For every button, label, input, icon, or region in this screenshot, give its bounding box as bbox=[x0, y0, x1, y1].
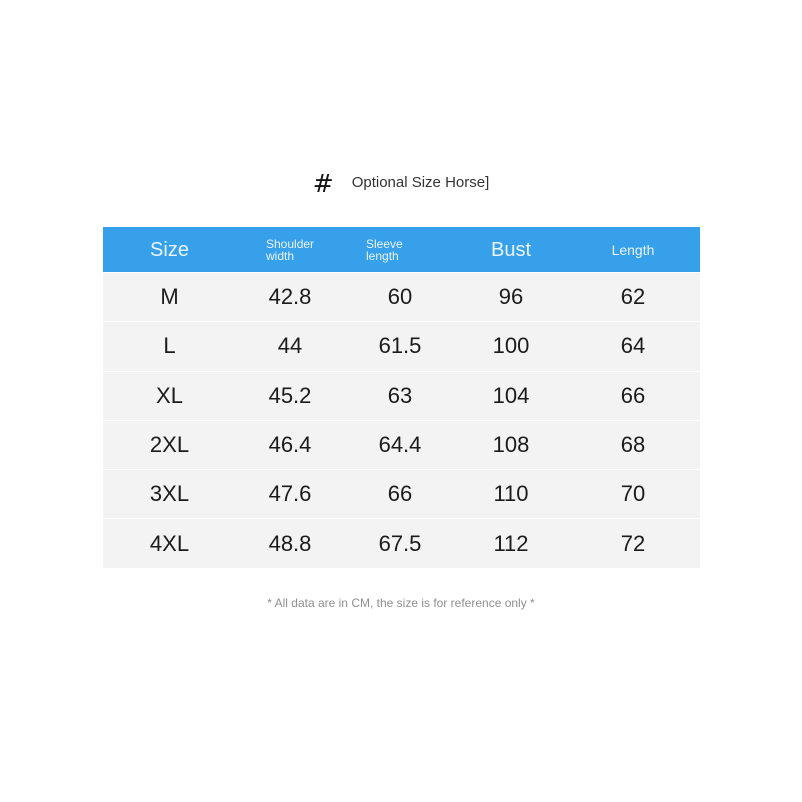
table-row bbox=[103, 420, 700, 469]
cell-size: M bbox=[160, 284, 179, 310]
cell-sleeve: 66 bbox=[387, 481, 413, 507]
header-shoulder-width bbox=[236, 238, 344, 262]
header-shoulder-line2: width bbox=[266, 248, 295, 263]
header-sleeve-line2: length bbox=[366, 248, 399, 263]
cell-length: 64 bbox=[620, 333, 646, 359]
header-length: Length bbox=[611, 241, 655, 258]
cell-length: 70 bbox=[620, 481, 646, 507]
cell-size: L bbox=[163, 333, 176, 359]
table-row bbox=[103, 321, 700, 370]
cell-sleeve: 63 bbox=[387, 382, 413, 408]
cell-bust: 110 bbox=[493, 481, 529, 507]
cell-length: 66 bbox=[620, 382, 646, 408]
table-row bbox=[103, 518, 700, 567]
chart-title bbox=[0, 166, 802, 198]
header-sleeve-line1: Sleeve bbox=[366, 236, 403, 251]
reference-note: * All data are in CM, the size is for reference only * bbox=[267, 596, 535, 610]
cell-size: 2XL bbox=[149, 432, 190, 458]
cell-size: 4XL bbox=[149, 530, 190, 556]
hash-icon: # bbox=[312, 168, 334, 198]
table-row bbox=[103, 272, 700, 321]
cell-sleeve: 60 bbox=[387, 284, 413, 310]
cell-sleeve: 61.5 bbox=[378, 333, 422, 359]
cell-shoulder: 48.8 bbox=[268, 530, 312, 556]
cell-shoulder: 44 bbox=[277, 333, 303, 359]
cell-bust: 100 bbox=[492, 333, 530, 359]
cell-shoulder: 47.6 bbox=[268, 481, 312, 507]
cell-size: XL bbox=[156, 382, 183, 408]
cell-bust: 108 bbox=[492, 432, 530, 458]
title-text: Optional Size Horse] bbox=[351, 173, 490, 191]
cell-sleeve: 64.4 bbox=[378, 432, 422, 458]
table-header bbox=[103, 227, 700, 272]
size-table bbox=[103, 227, 700, 568]
cell-shoulder: 45.2 bbox=[268, 382, 312, 408]
header-size: Size bbox=[150, 238, 189, 261]
header-shoulder-line1: Shoulder bbox=[266, 236, 315, 251]
cell-length: 72 bbox=[620, 530, 646, 556]
header-bust: Bust bbox=[490, 238, 532, 261]
cell-bust: 96 bbox=[498, 284, 524, 310]
cell-shoulder: 42.8 bbox=[268, 284, 312, 310]
cell-length: 68 bbox=[620, 432, 646, 458]
cell-bust: 104 bbox=[492, 382, 530, 408]
table-row bbox=[103, 469, 700, 518]
cell-sleeve: 67.5 bbox=[378, 530, 422, 556]
cell-length: 62 bbox=[620, 284, 646, 310]
table-row bbox=[103, 371, 700, 420]
cell-shoulder: 46.4 bbox=[268, 432, 312, 458]
header-sleeve-length bbox=[344, 238, 456, 262]
cell-size: 3XL bbox=[149, 481, 190, 507]
cell-bust: 112 bbox=[493, 530, 529, 556]
